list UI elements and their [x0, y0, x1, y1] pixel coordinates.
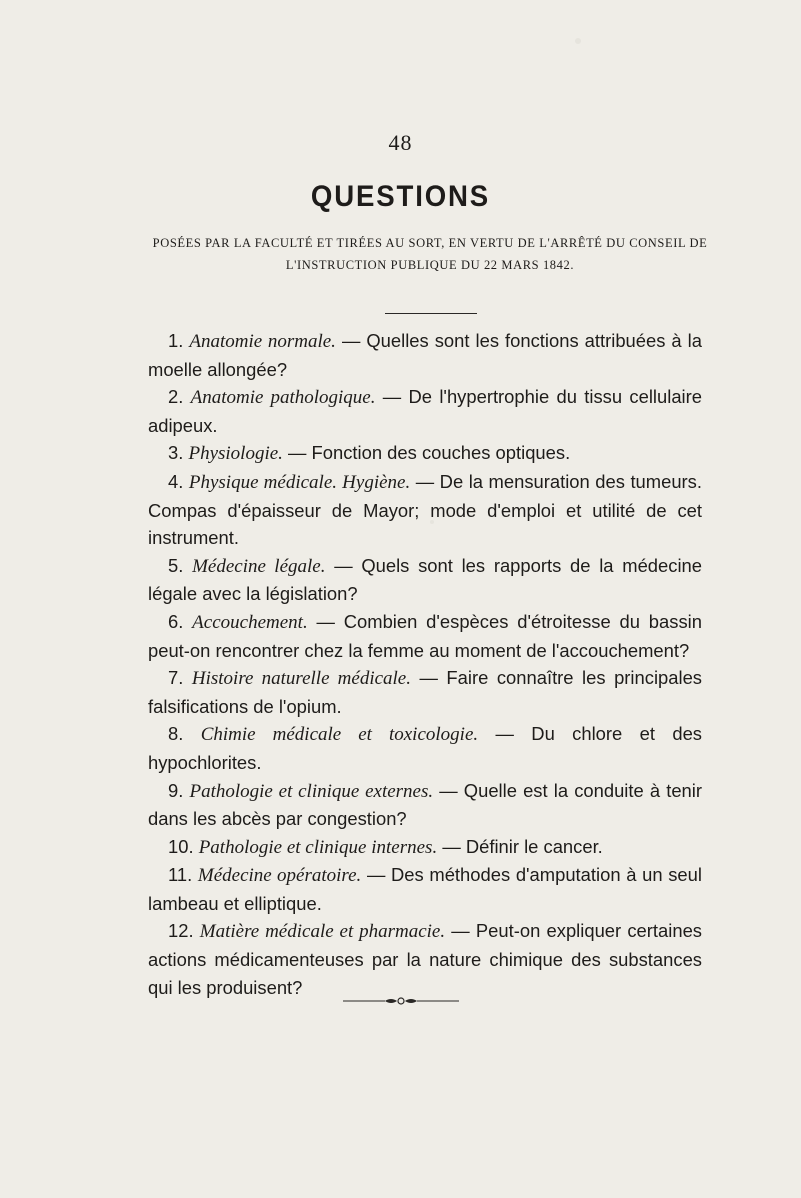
question-number: 7.	[168, 667, 184, 689]
question-item	[148, 720, 702, 776]
question-text: — Combien d'espèces d'étroitesse du bassin peut-on rencontrer chez la femme au moment de l'accouchement?	[148, 610, 702, 661]
question-subject: Médecine opératoire.	[197, 865, 362, 887]
question-item	[148, 608, 702, 664]
question-text: — De l'hypertrophie du tissu cellulaire adipeux.	[148, 386, 702, 436]
subtitle-line: POSÉES PAR LA FACULTÉ ET TIRÉES AU SORT, EN VERTU DE L'ARRÊTÉ DU CONSEIL DE	[152, 236, 708, 250]
question-number: 11.	[168, 864, 193, 886]
question-number: 5.	[168, 554, 184, 576]
question-item	[148, 468, 702, 552]
question-text: — Définir le cancer.	[437, 835, 603, 857]
question-item	[148, 664, 702, 720]
question-number: 12.	[168, 920, 194, 942]
question-number: 6.	[168, 610, 184, 632]
question-item	[148, 439, 702, 468]
question-text: — Du chlore et des hypochlorites.	[148, 723, 703, 773]
question-subject: Accouchement.	[192, 611, 308, 633]
subtitle-line: L'INSTRUCTION PUBLIQUE DU 22 MARS 1842.	[285, 258, 575, 272]
question-number: 8.	[168, 723, 184, 745]
question-item	[148, 777, 702, 833]
fleuron-ornament-icon	[341, 996, 461, 1006]
question-subject: Pathologie et clinique externes.	[189, 780, 434, 802]
question-number: 2.	[168, 386, 184, 408]
page-subtitle	[100, 232, 760, 276]
question-text: — De la mensuration des tumeurs. Compas d'épaisseur de Mayor; mode d'emploi et utilité de cet instrument.	[148, 470, 702, 549]
question-text: — Faire connaître les principales falsifications de l'opium.	[148, 667, 702, 717]
question-subject: Physique médicale. Hygiène.	[188, 471, 411, 493]
question-text: — Quelles sont les fonctions attribuées à la moelle allongée?	[148, 330, 702, 380]
question-number: 1.	[168, 330, 184, 351]
question-subject: Histoire naturelle médicale.	[191, 668, 411, 690]
question-number: 9.	[168, 779, 184, 801]
end-ornament	[0, 996, 801, 1006]
questions-list	[148, 327, 702, 1001]
question-text: — Quels sont les rapports de la médecine légale avec la législation?	[148, 554, 702, 605]
paper-speck	[575, 38, 581, 44]
question-subject: Médecine légale.	[192, 555, 326, 577]
question-item	[148, 917, 702, 1001]
question-number: 10.	[168, 835, 194, 857]
question-item	[148, 383, 702, 439]
question-subject: Physiologie.	[188, 443, 283, 465]
question-text: — Des méthodes d'amputation à un seul lambeau et elliptique.	[148, 864, 702, 914]
question-subject: Pathologie et clinique internes.	[198, 836, 438, 858]
question-subject: Matière médicale et pharmacie.	[199, 921, 446, 943]
question-number: 3.	[168, 442, 184, 464]
question-item	[148, 552, 702, 608]
question-subject: Chimie médicale et toxicologie.	[200, 724, 479, 746]
question-text: — Quelle est la conduite à tenir dans les abcès par congestion?	[148, 779, 702, 830]
page-title: QUESTIONS	[310, 180, 491, 213]
question-subject: Anatomie normale.	[189, 331, 336, 352]
question-number: 4.	[168, 470, 184, 492]
question-item	[148, 861, 702, 917]
question-text: — Peut-on expliquer certaines actions médicamenteuses par la nature chimique des substances qui les produisent?	[148, 920, 702, 998]
question-item	[148, 833, 702, 862]
page-number: 48	[388, 130, 413, 155]
question-text: — Fonction des couches optiques.	[282, 442, 571, 464]
section-divider	[385, 313, 477, 314]
question-item	[148, 327, 702, 383]
question-subject: Anatomie pathologique.	[190, 387, 376, 409]
